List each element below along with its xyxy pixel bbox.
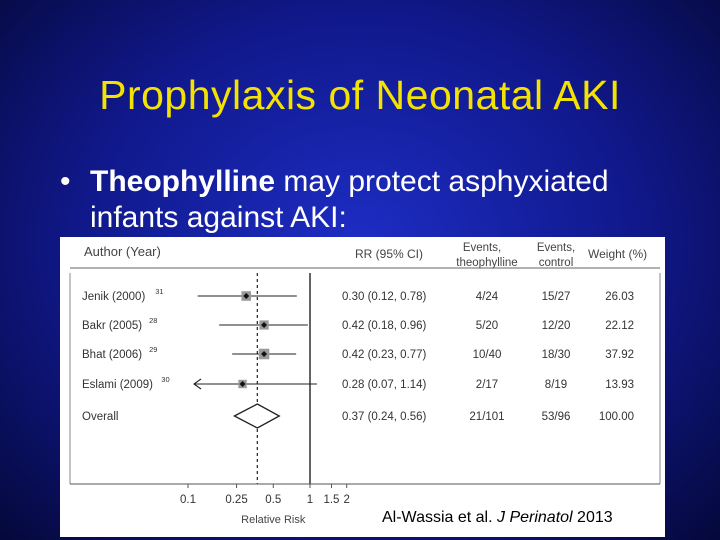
weight-value: 22.12 — [605, 320, 634, 332]
x-tick-label: 2 — [343, 494, 350, 506]
x-tick-label: 1 — [306, 494, 314, 506]
events-theophylline: 5/20 — [475, 320, 499, 332]
header-events-ctrl-line2: control — [538, 257, 574, 269]
x-tick-label: 1.5 — [323, 494, 340, 506]
events-control: 15/27 — [541, 291, 571, 303]
citation-authors: Al-Wassia et al. — [382, 509, 497, 526]
study-ref: 31 — [155, 287, 164, 296]
forest-plot — [60, 237, 665, 537]
events-control: 18/30 — [541, 349, 571, 361]
study-ref: 29 — [149, 345, 158, 354]
weight-value: 13.93 — [605, 379, 634, 391]
citation-journal: J Perinatol — [497, 509, 573, 526]
bullet-bold-term: Theophylline — [90, 165, 276, 198]
citation-year: 2013 — [572, 509, 613, 526]
study-author: Bhat (2006) — [82, 349, 143, 361]
x-tick-label: 0.25 — [225, 494, 248, 506]
rr-ci-value: 0.28 (0.07, 1.14) — [342, 379, 427, 391]
study-author: Jenik (2000) — [82, 291, 146, 303]
events-theophylline: 21/101 — [469, 411, 505, 423]
study-ref: 30 — [161, 375, 170, 384]
header-events-theo-line2: theophylline — [456, 257, 518, 269]
header-rr: RR (95% CI) — [355, 247, 424, 261]
rr-ci-value: 0.42 (0.18, 0.96) — [342, 320, 427, 332]
bullet-text — [90, 164, 690, 236]
events-theophylline: 4/24 — [475, 291, 499, 303]
weight-value: 37.92 — [605, 349, 634, 361]
study-author: Bakr (2005) — [82, 320, 143, 332]
events-theophylline: 2/17 — [475, 379, 499, 391]
events-control: 12/20 — [541, 320, 571, 332]
forest-plot-figure — [60, 237, 665, 537]
rr-ci-value: 0.30 (0.12, 0.78) — [342, 291, 427, 303]
bullet-rest: may protect asphyxiated infants against AKI: — [90, 165, 609, 234]
x-axis-title: Relative Risk — [241, 514, 306, 526]
overall-diamond — [234, 404, 279, 428]
study-author: Eslami (2009) — [82, 379, 153, 391]
overall-label: Overall — [82, 411, 119, 423]
study-ref: 28 — [149, 316, 158, 325]
weight-value: 26.03 — [605, 291, 634, 303]
header-events-theo-line1: Events, — [462, 242, 502, 254]
x-tick-label: 0.5 — [265, 494, 282, 506]
citation — [382, 509, 613, 527]
events-control: 53/96 — [541, 411, 571, 423]
x-tick-label: 0.1 — [180, 494, 196, 506]
header-author: Author (Year) — [84, 244, 161, 259]
slide-title: Prophylaxis of Neonatal AKI — [99, 72, 621, 118]
header-weight: Weight (%) — [588, 247, 648, 261]
events-theophylline: 10/40 — [472, 349, 502, 361]
rr-ci-value: 0.42 (0.23, 0.77) — [342, 349, 427, 361]
rr-ci-value: 0.37 (0.24, 0.56) — [342, 411, 427, 423]
bullet-marker: • — [60, 165, 71, 198]
weight-value: 100.00 — [598, 411, 634, 423]
header-events-ctrl-line1: Events, — [536, 242, 576, 254]
events-control: 8/19 — [544, 379, 568, 391]
